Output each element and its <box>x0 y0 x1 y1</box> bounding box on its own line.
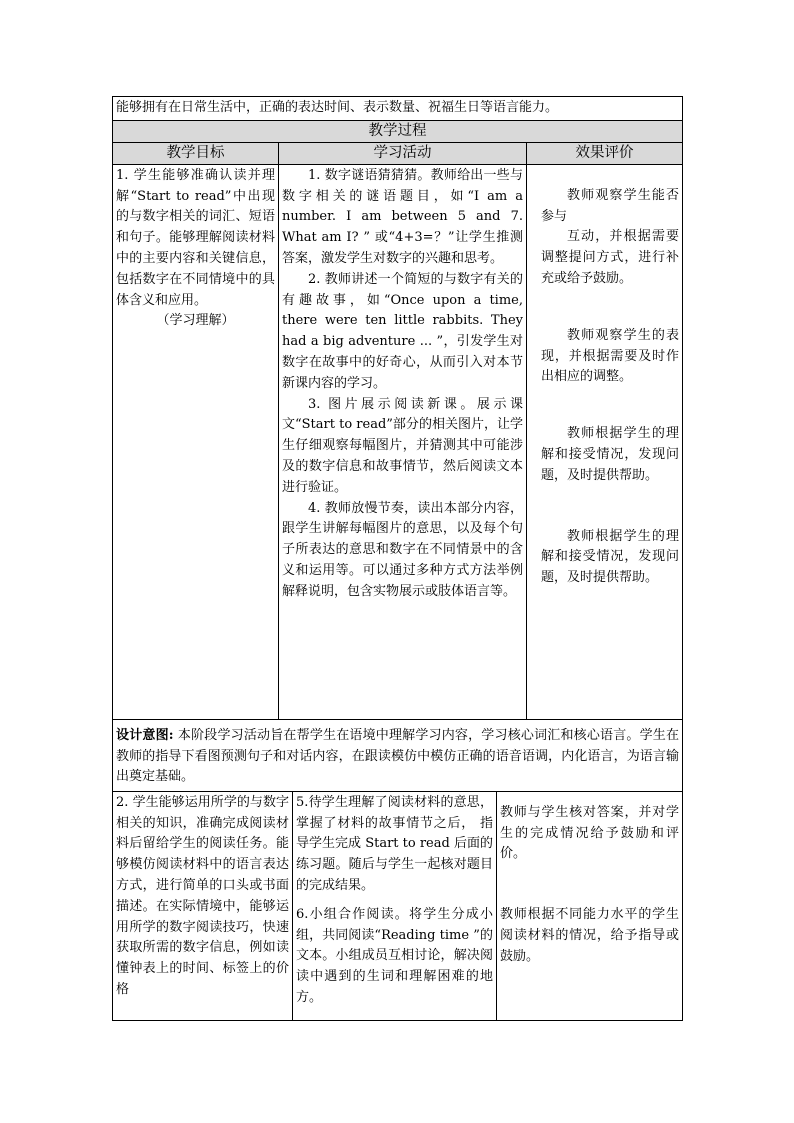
evaluation-5: 教师与学生核对答案，并对学生的完成情况给予鼓励和评价。 <box>500 804 679 862</box>
phase1-goal-text: 1. 学生能够准确认读并理解“Start to read”中出现的与数字相关的词汇、短语和句子。能够理解阅读材料中的主要内容和关键信息，包括数字在不同情境中的具体含义和应用。 <box>116 167 275 308</box>
phase1-activity-cell <box>279 164 527 719</box>
phase1-goal-tag: （学习理解） <box>156 313 235 329</box>
evaluation-2: 教师观察学生的表现，并根据需要及时作出相应的调整。 <box>541 327 679 385</box>
top-row-text: 能够拥有在日常生活中，正确的表达时间、表示数量、祝福生日等语言能力。 <box>116 100 559 115</box>
activity-4: 4. 教师放慢节奏，读出本部分内容，跟学生讲解每幅图片的意思，以及每个句子所表达的意思和数字在不同情景中的含义和运用等。可以通过多种方式方法举例解释说明，包含实物展示或肢体语言等。 <box>282 500 523 599</box>
phase2-activity-cell <box>293 792 497 1021</box>
phase2-table <box>112 792 683 1021</box>
lesson-plan-page <box>112 96 682 1021</box>
header-evaluation: 效果评价 <box>527 142 683 164</box>
design-intent-row <box>113 719 683 791</box>
phase2-goal-cell <box>113 792 293 1021</box>
phase1-goal-cell <box>113 164 279 719</box>
evaluation-4: 教师根据学生的理解和接受情况，发现问题，及时提供帮助。 <box>541 528 679 586</box>
activity-3: 3. 图片展示阅读新课。展示课文“Start to read”部分的相关图片，让学生仔细观察每幅图片，并猜测其中可能涉及的数字信息和故事情节，然后阅读文本进行验证。 <box>282 396 523 495</box>
design-intent-cell <box>113 719 683 791</box>
design-intent-text: 本阶段学习活动旨在帮学生在语境中理解学习内容，学习核心词汇和核心语言。学生在教师的指导下看图预测句子和对话内容，在跟读模仿中模仿正确的语音语调，内化语言，为语言输出奠定基础。 <box>116 727 679 785</box>
phase2-goal-text: 2. 学生能够运用所学的与数字相关的知识，准确完成阅读材料后留给学生的阅读任务。能够模仿阅读材料中的语言表达方式，进行简单的口头或书面描述。在实际情境中，能够运用所学的数字阅读技巧，快速获取所需的数字信息，例如读懂钟表上的时间、标签上的价格 <box>116 794 289 997</box>
section-title-row <box>113 120 683 142</box>
evaluation-1a: 教师观察学生能否参与 <box>541 187 679 224</box>
activity-6: 6.小组合作阅读。将学生分成小组，共同阅读“Reading time ”的文本。小组成员互相讨论，解决阅读中遇到的生词和理解困难的地方。 <box>296 906 493 1005</box>
phase2-evaluation-cell <box>497 792 683 1021</box>
header-row <box>113 142 683 164</box>
phase1-evaluation-cell <box>527 164 683 719</box>
header-goal: 教学目标 <box>113 142 279 164</box>
top-row <box>113 97 683 121</box>
section-title: 教学过程 <box>113 120 683 142</box>
header-activity: 学习活动 <box>279 142 527 164</box>
evaluation-6: 教师根据不同能力水平的学生阅读材料的情况，给予指导或鼓励。 <box>500 907 679 964</box>
activity-5: 5.待学生理解了阅读材料的意思，掌握了材料的故事情节之后， 指导学生完成 Start to read 后面的练习题。随后与学生一起核对题目的完成结果。 <box>296 794 493 893</box>
activity-2: 2. 教师讲述一个简短的与数字有关的有趣故事，如“Once upon a time, there were ten little rabbits. They had a big adventure ... ”，引发学生对数字在故事中的好奇心，从而引入对本节新课内容的学习。 <box>282 271 523 391</box>
lesson-plan-table <box>112 96 683 792</box>
phase2-row <box>113 792 683 1021</box>
evaluation-3: 教师根据学生的理解和接受情况，发现问题，及时提供帮助。 <box>541 426 679 483</box>
phase1-row <box>113 164 683 719</box>
design-intent-label: 设计意图: <box>116 727 174 743</box>
top-row-cell <box>113 97 683 121</box>
activity-1: 1. 数字谜语猜猜猜。教师给出一些与数字相关的谜语题目，如“I am a number. I am between 5 and 7. What am I? ” 或“4+3=？”让学生推测答案，激发学生对数字的兴趣和思考。 <box>282 167 523 266</box>
evaluation-1b: 互动，并根据需要调整提问方式，进行补充或给予鼓励。 <box>541 229 679 286</box>
